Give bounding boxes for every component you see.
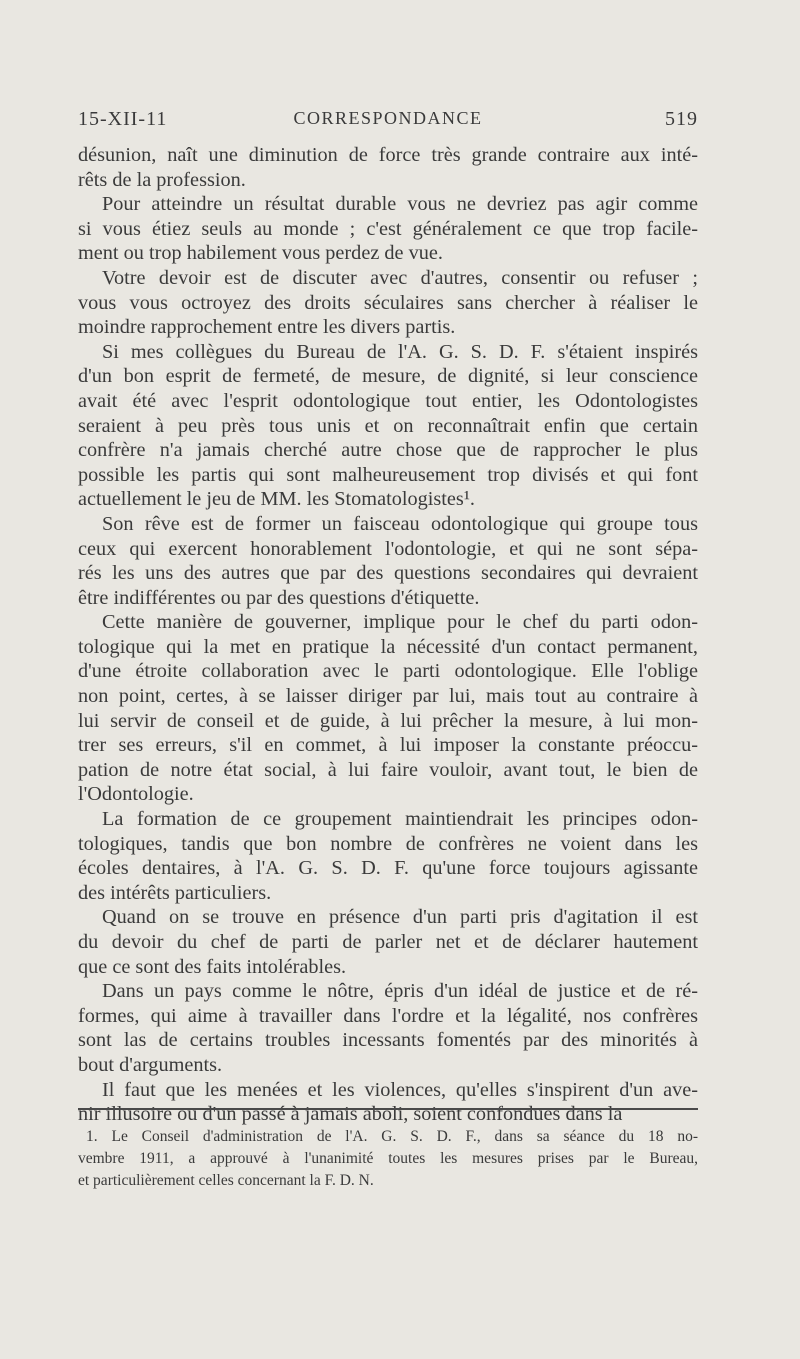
footnote-line: vembre 1911, a approuvé à l'unanimité toutes les mesures prises par le Bureau,	[78, 1150, 698, 1167]
text-line: bout d'arguments.	[78, 1053, 223, 1076]
footnote	[78, 1126, 698, 1192]
text-line: écoles dentaires, à l'A. G. S. D. F. qu'une force toujours agissante	[78, 857, 698, 880]
text-line: non point, certes, à se laisser diriger par lui, mais tout au contraire à	[78, 685, 698, 708]
text-line: ceux qui exercent honorablement l'odontologie, et qui ne sont sépa-	[78, 537, 698, 560]
text-line: possible les partis qui sont malheureusement trop divisés et qui font	[78, 463, 698, 486]
text-line: Cette manière de gouverner, implique pour le chef du parti odon-	[102, 611, 698, 634]
running-header	[78, 108, 698, 138]
paragraph	[78, 905, 698, 979]
paragraph	[78, 266, 698, 340]
paragraph	[78, 143, 698, 192]
text-line: d'une étroite collaboration avec le parti odontologique. Elle l'oblige	[78, 660, 698, 683]
header-date: 15-XII-11	[78, 108, 168, 130]
text-line: sont las de certains troubles incessants fomentés par des minorités à	[78, 1029, 698, 1052]
text-line: tologiques, tandis que bon nombre de confrères ne voient dans les	[78, 832, 698, 855]
text-line: Il faut que les menées et les violences, qu'elles s'inspirent d'un ave-	[102, 1078, 698, 1101]
text-line: du devoir du chef de parti de parler net et de déclarer hautement	[78, 931, 698, 953]
text-line: si vous étiez seuls au monde ; c'est généralement ce que trop facile-	[78, 217, 698, 240]
text-line: lui servir de conseil et de guide, à lui prêcher la mesure, à lui mon-	[78, 709, 698, 732]
paragraph	[78, 807, 698, 905]
text-line: confrère n'a jamais cherché autre chose que de rapprocher le plus	[78, 439, 698, 462]
text-line: Si mes collègues du Bureau de l'A. G. S. D. F. s'étaient inspirés	[102, 340, 698, 363]
text-line: que ce sont des faits intolérables.	[78, 955, 347, 978]
text-line: La formation de ce groupement maintiendrait les principes odon-	[102, 808, 698, 831]
text-line: Quand on se trouve en présence d'un parti pris d'agitation il est	[102, 906, 698, 929]
text-line: formes, qui aime à travailler dans l'ordre et la légalité, nos confrères	[78, 1004, 698, 1027]
text-line: Dans un pays comme le nôtre, épris d'un idéal de justice et de ré-	[102, 980, 698, 1003]
text-line: désunion, naît une diminution de force très grande contraire aux inté-	[78, 144, 698, 166]
text-line: rés les uns des autres que par des questions secondaires qui devraient	[78, 562, 698, 585]
footnote-line: 1. Le Conseil d'administration de l'A. G. S. D. F., dans sa séance du 18 no-	[86, 1128, 698, 1145]
text-line: tologique qui la met en pratique la nécessité d'un contact permanent,	[78, 635, 698, 658]
text-line: rêts de la profession.	[78, 168, 246, 191]
paragraph	[78, 979, 698, 1077]
text-line: avait été avec l'esprit odontologique tout entier, les Odontologistes	[78, 389, 698, 412]
text-line: vous vous octroyez des droits séculaires sans chercher à réaliser le	[78, 291, 698, 314]
paragraph	[78, 1078, 698, 1127]
paragraph	[78, 192, 698, 266]
page-number: 519	[665, 108, 698, 130]
paragraph	[78, 512, 698, 610]
text-line: d'un bon esprit de fermeté, de mesure, de dignité, si leur conscience	[78, 365, 698, 388]
text-line: Son rêve est de former un faisceau odontologique qui groupe tous	[102, 512, 698, 535]
text-line: seraient à peu près tous unis et on reconnaîtrait enfin que certain	[78, 414, 698, 437]
text-line: Pour atteindre un résultat durable vous ne devriez pas agir comme	[102, 193, 698, 216]
text-line: être indifférentes ou par des questions d'étiquette.	[78, 586, 480, 609]
paragraph	[78, 340, 698, 512]
text-line: nir illusoire ou d'un passé à jamais aboli, soient confondues dans la	[78, 1103, 623, 1126]
text-line: actuellement le jeu de MM. les Stomatologistes¹.	[78, 488, 475, 511]
text-line: ment ou trop habilement vous perdez de vue.	[78, 242, 443, 265]
footnote-line: et particulièrement celles concernant la F. D. N.	[78, 1172, 374, 1189]
text-line: l'Odontologie.	[78, 783, 194, 806]
text-line: des intérêts particuliers.	[78, 881, 272, 904]
text-line: moindre rapprochement entre les divers partis.	[78, 316, 456, 339]
text-line: Votre devoir est de discuter avec d'autres, consentir ou refuser ;	[102, 266, 698, 289]
text-line: trer ses erreurs, s'il en commet, à lui imposer la constante préoccu-	[78, 734, 698, 757]
text-line: pation de notre état social, à lui faire vouloir, avant tout, le bien de	[78, 758, 698, 781]
header-section-title: CORRESPONDANCE	[293, 108, 483, 128]
footnote-separator	[78, 1108, 698, 1110]
body-text	[78, 143, 698, 1127]
paragraph	[78, 610, 698, 807]
